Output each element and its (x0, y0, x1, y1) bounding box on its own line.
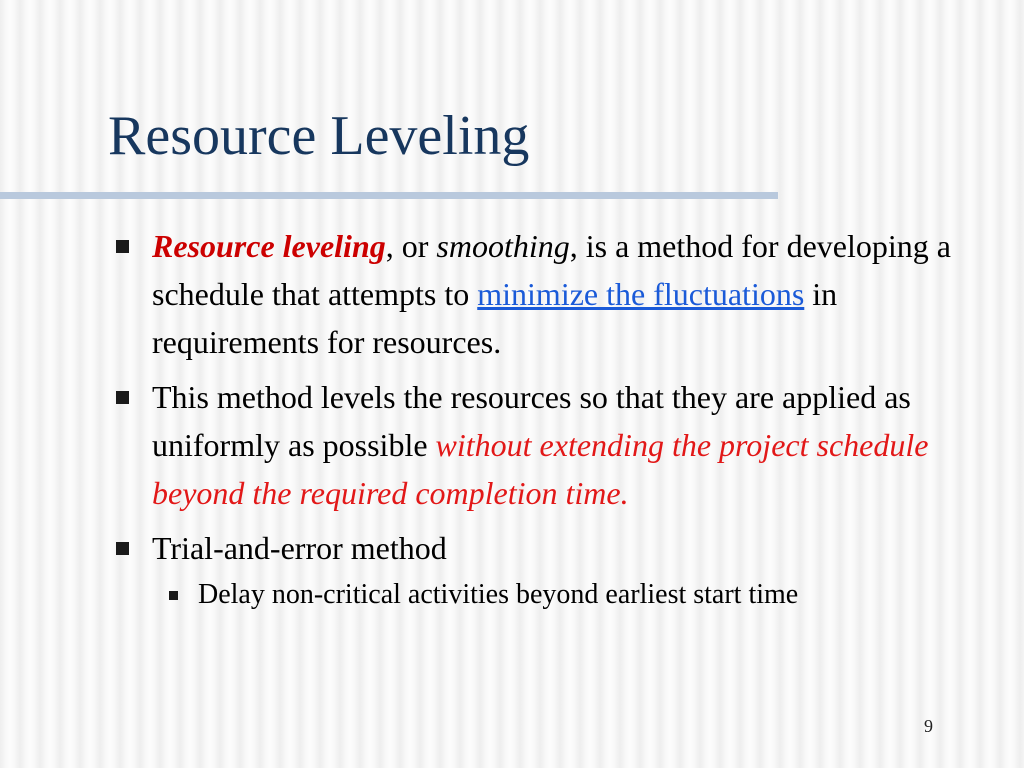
bullet-text: Trial-and-error method (152, 530, 447, 566)
text-segment: , or (385, 228, 437, 264)
text-segment: in requirements for resources. (152, 276, 838, 360)
square-bullet-icon (116, 391, 129, 404)
small-square-bullet-icon (169, 591, 178, 600)
title-underline-divider (0, 192, 778, 199)
term-resource-leveling: Resource leveling (152, 228, 386, 264)
bullet-item-method-description (112, 373, 992, 517)
sub-bullet-list (152, 573, 992, 617)
term-smoothing: smoothing (436, 228, 570, 264)
square-bullet-icon (116, 542, 129, 555)
sub-bullet-text: Delay non-critical activities beyond earliest start time (198, 579, 799, 610)
text-segment: , is a method for developing a schedule that attempts to (152, 228, 951, 312)
emphasis-without-extending: without extending the project schedule beyond the required completion time (152, 427, 929, 511)
sub-bullet-item-delay (152, 573, 992, 617)
page-number: 9 (924, 716, 933, 736)
minimize-fluctuations-link[interactable]: minimize the fluctuations (477, 276, 805, 312)
square-bullet-icon (116, 240, 129, 253)
bullet-list (112, 222, 992, 624)
bullet-item-trial-and-error (112, 524, 992, 617)
emphasis-period: . (620, 475, 629, 511)
slide-title: Resource Leveling (108, 105, 530, 167)
text-segment: This method levels the resources so that they are applied as uniformly as possible (152, 379, 911, 463)
bullet-item-definition (112, 222, 992, 366)
